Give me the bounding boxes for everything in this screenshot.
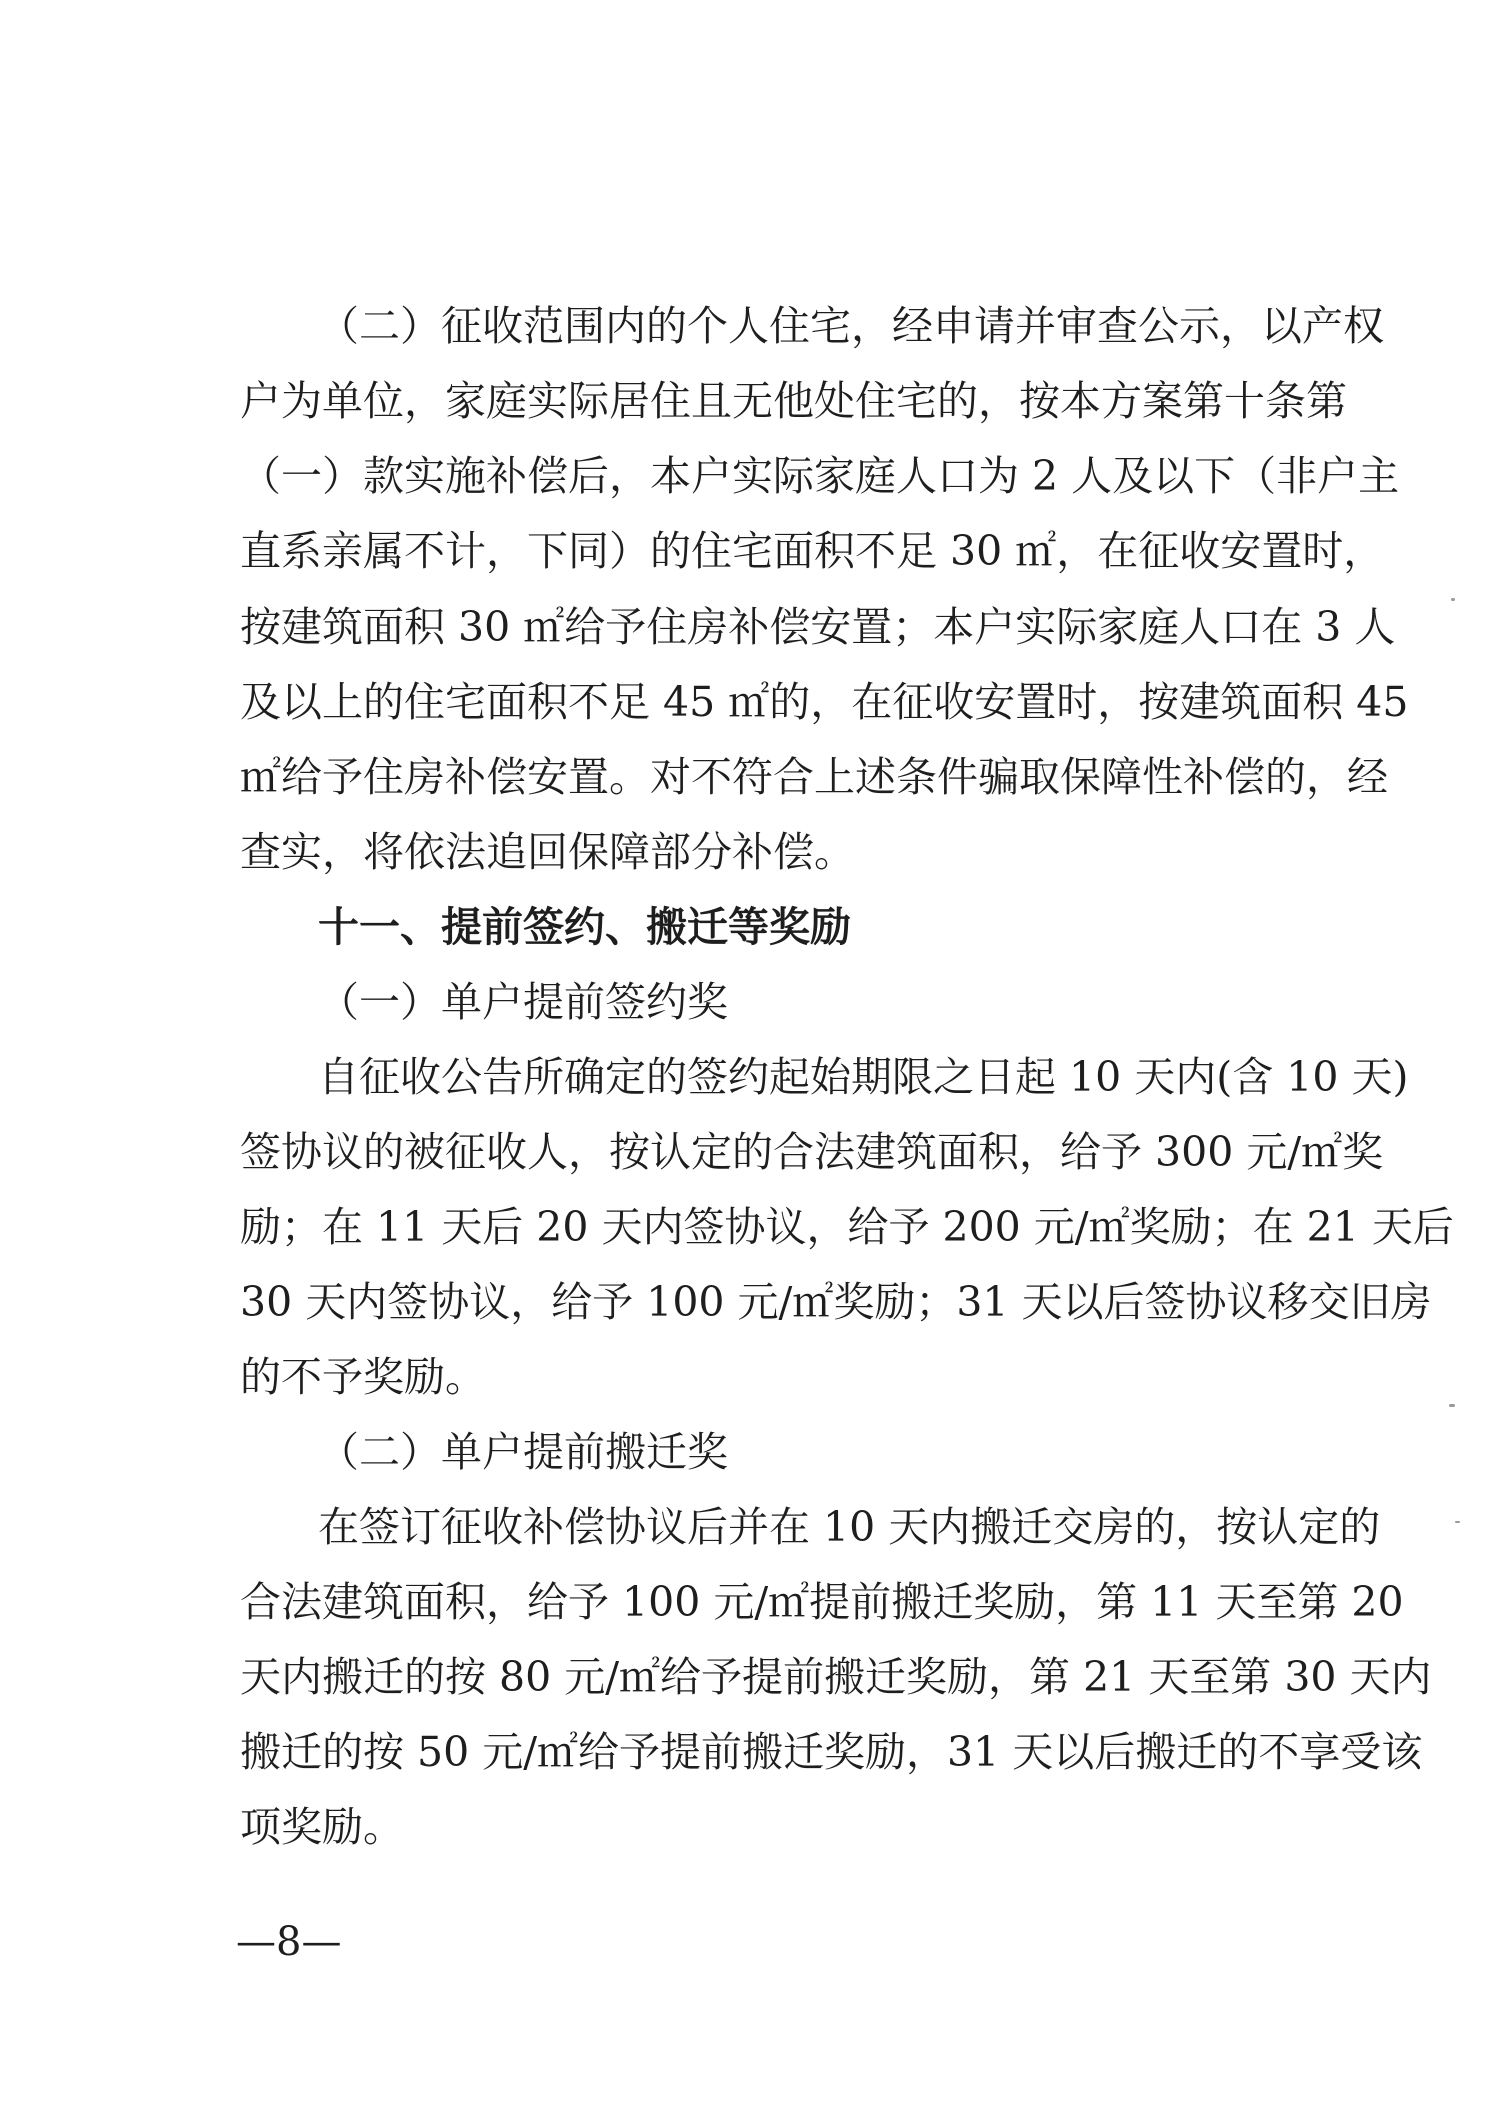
scan-speck [1449, 1404, 1455, 1407]
paragraph-line: 户为单位，家庭实际居住且无他处住宅的，按本方案第十条第 [240, 377, 1347, 425]
paragraph-line: 项奖励。 [240, 1803, 404, 1851]
paragraph-line: 在签订征收补偿协议后并在 10 天内搬迁交房的，按认定的 [318, 1503, 1381, 1551]
paragraph-line: 签协议的被征收人，按认定的合法建筑面积，给予 300 元/㎡奖 [240, 1128, 1384, 1176]
paragraph-line: 励；在 11 天后 20 天内签协议，给予 200 元/㎡奖励；在 21 天后 [240, 1203, 1454, 1251]
paragraph-line: 30 天内签协议，给予 100 元/㎡奖励；31 天以后签协议移交旧房 [240, 1278, 1432, 1326]
paragraph-line: （一）款实施补偿后，本户实际家庭人口为 2 人及以下（非户主 [240, 452, 1400, 500]
subsection-title: （二）单户提前搬迁奖 [318, 1428, 728, 1476]
paragraph-line: 直系亲属不计，下同）的住宅面积不足 30 ㎡，在征收安置时， [240, 527, 1385, 575]
section-heading: 十一、提前签约、搬迁等奖励 [318, 903, 851, 951]
subsection-title: （一）单户提前签约奖 [318, 978, 728, 1026]
paragraph-line: 自征收公告所确定的签约起始期限之日起 10 天内(含 10 天) [318, 1053, 1409, 1101]
paragraph-line: 查实，将依法追回保障部分补偿。 [240, 828, 855, 876]
paragraph-line: ㎡给予住房补偿安置。对不符合上述条件骗取保障性补偿的，经 [240, 753, 1388, 801]
scan-speck [1455, 1521, 1460, 1523]
paragraph-line: 的不予奖励。 [240, 1353, 486, 1401]
paragraph-line: 搬迁的按 50 元/㎡给予提前搬迁奖励，31 天以后搬迁的不享受该 [240, 1728, 1423, 1776]
paragraph-line: 合法建筑面积，给予 100 元/㎡提前搬迁奖励，第 11 天至第 20 [240, 1578, 1404, 1626]
paragraph-line: 按建筑面积 30 ㎡给予住房补偿安置；本户实际家庭人口在 3 人 [240, 603, 1396, 651]
paragraph-line: 天内搬迁的按 80 元/㎡给予提前搬迁奖励，第 21 天至第 30 天内 [240, 1653, 1432, 1701]
paragraph-line: 及以上的住宅面积不足 45 ㎡的，在征收安置时，按建筑面积 45 [240, 678, 1409, 726]
scan-speck [1451, 598, 1455, 601]
paragraph-line: （二）征收范围内的个人住宅，经申请并审查公示，以产权 [318, 302, 1384, 350]
page-number: —8— [236, 1919, 342, 1965]
